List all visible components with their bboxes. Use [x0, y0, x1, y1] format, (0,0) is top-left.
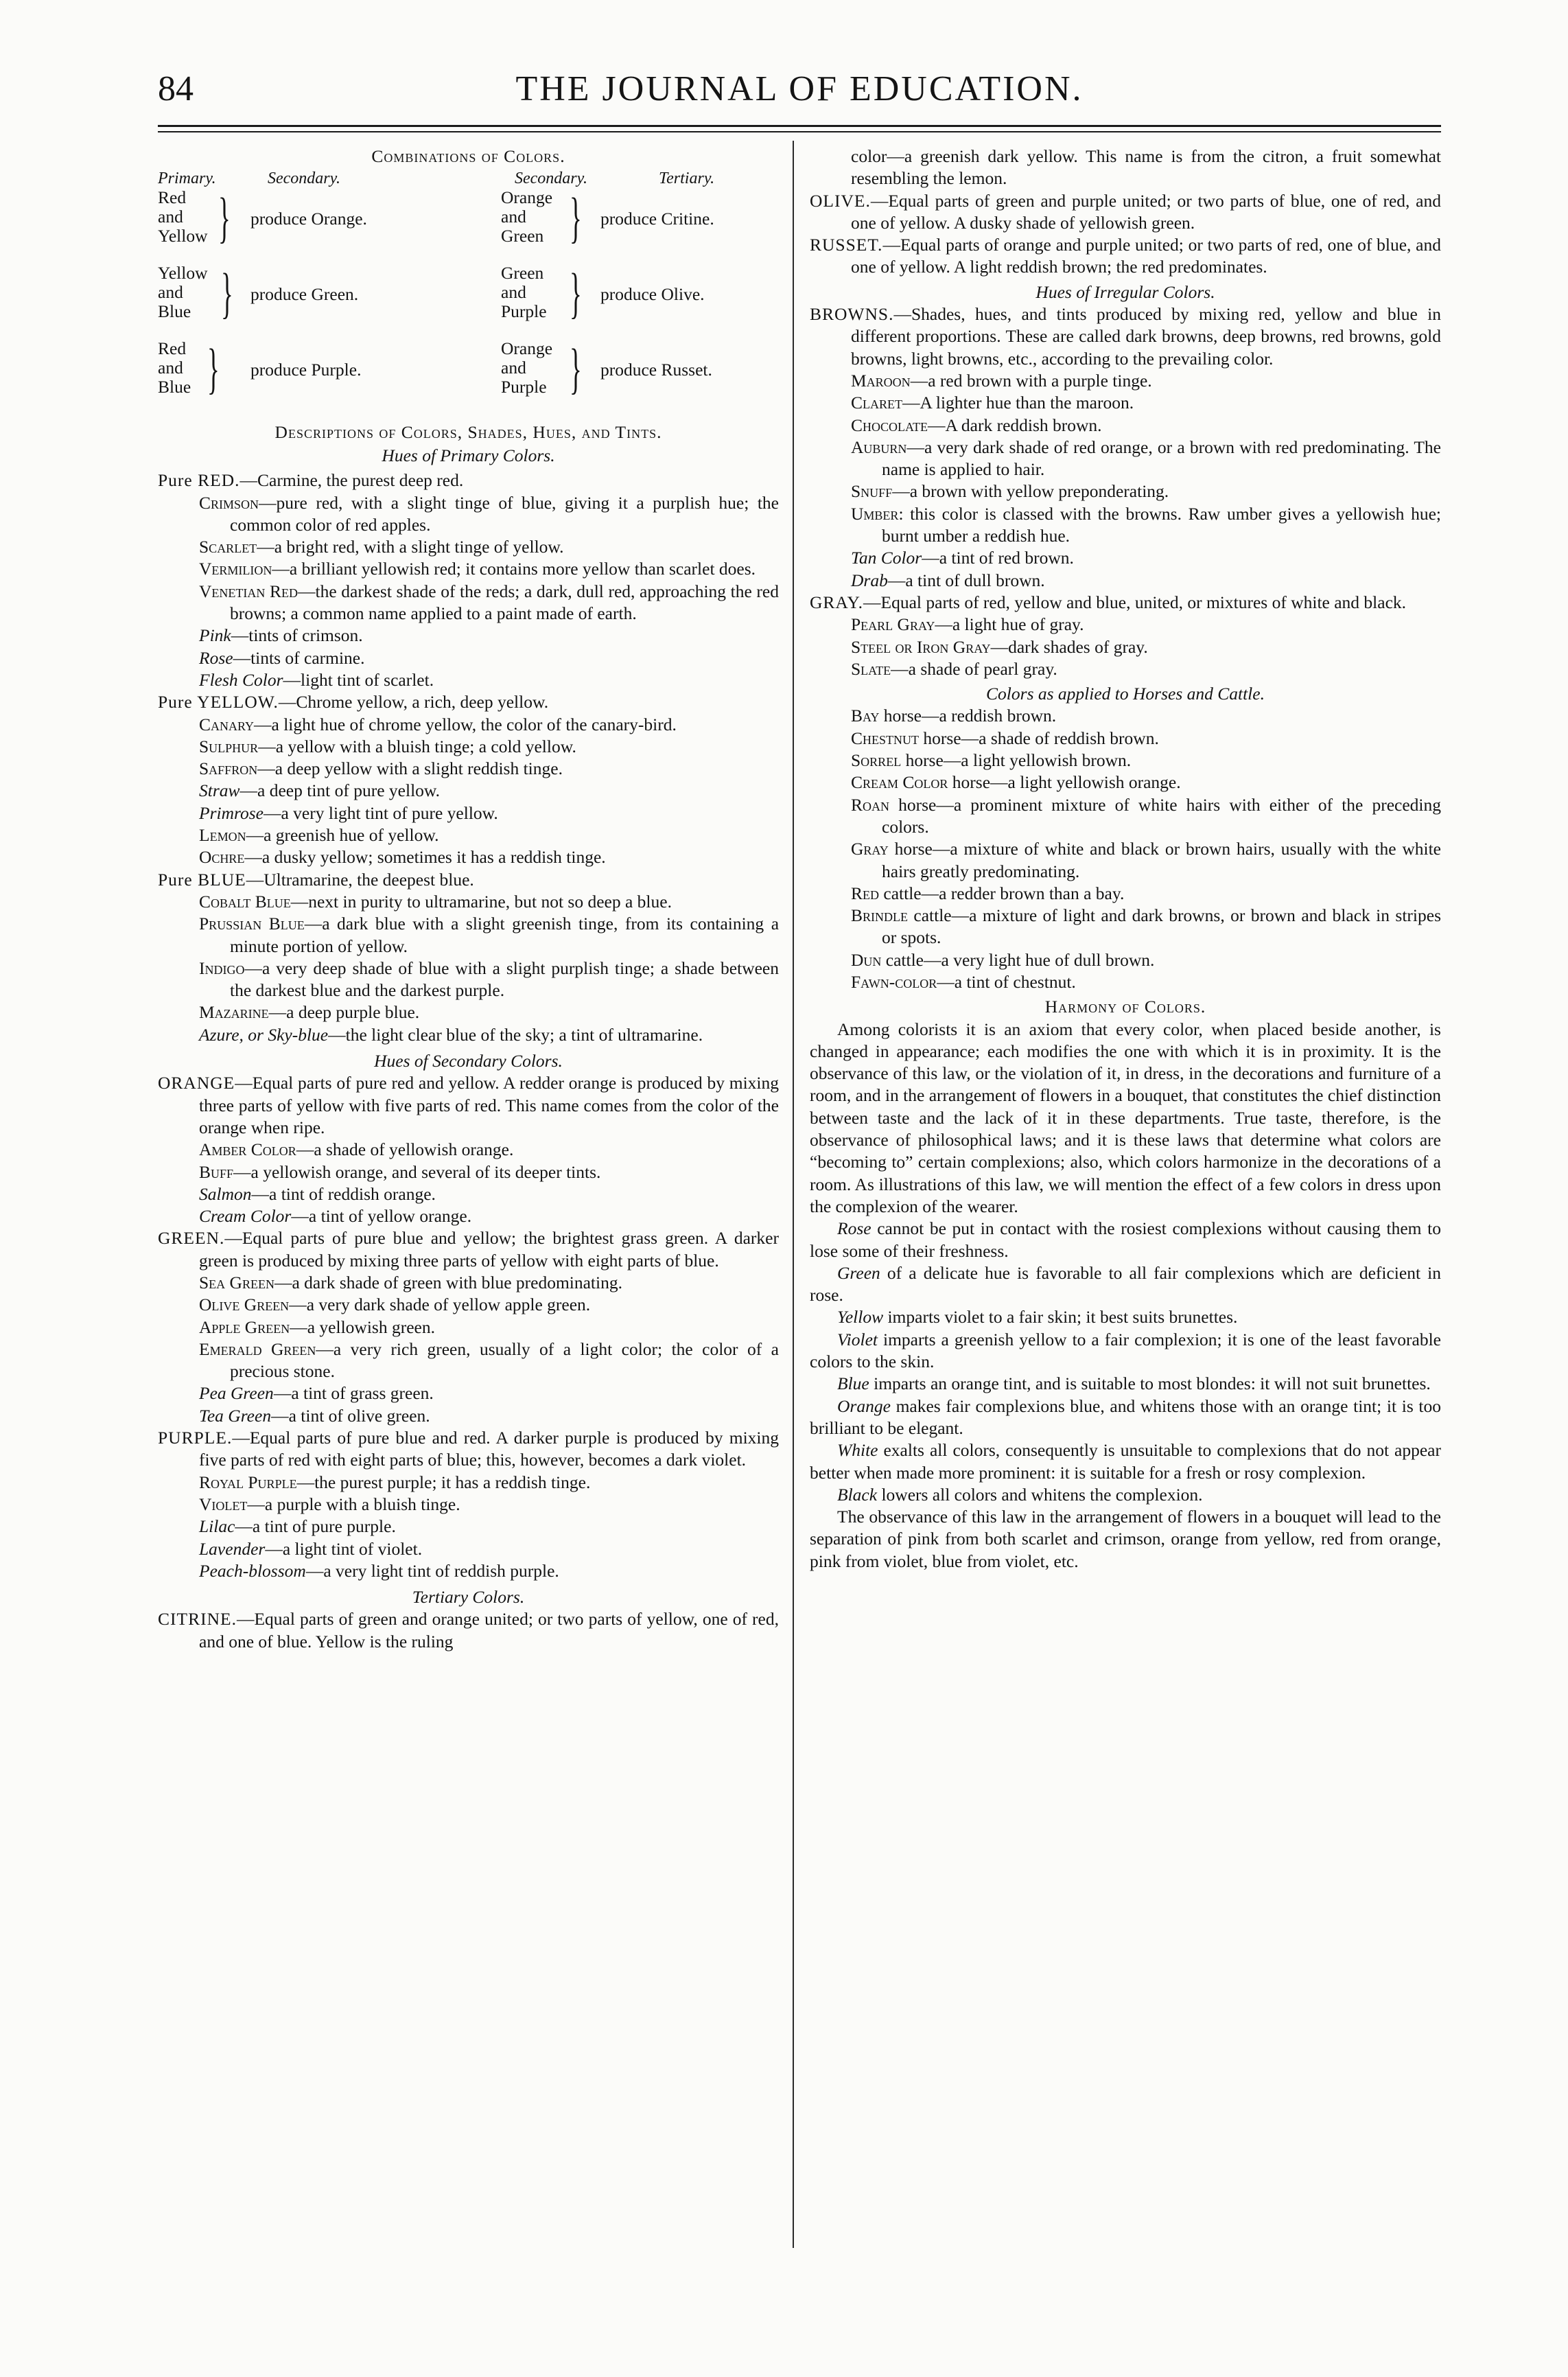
entry-item	[810, 570, 1441, 592]
entry-text: —the darkest shade of the reds; a dark, dull red, approaching the red browns; a common name applied to a paint made of earth.	[230, 581, 779, 624]
entry-list	[158, 1024, 779, 1046]
entry-term: Lilac	[199, 1516, 235, 1537]
entry-text: —Equal parts of green and orange united; or two parts of yellow, one of red, and one of blue. Yellow is the ruling	[199, 1609, 779, 1651]
entry-text: —a dark shade of green with blue predominating.	[274, 1272, 622, 1292]
entry-term: Venetian Red	[199, 581, 299, 601]
entry-item	[158, 1516, 779, 1538]
entry-text: —Carmine, the purest deep red.	[239, 470, 464, 491]
entry-list	[158, 1139, 779, 1183]
entry-text: —a deep tint of pure yellow.	[239, 780, 441, 801]
entry-term: Brindle	[851, 905, 908, 926]
combo-word: and	[501, 358, 526, 378]
journal-title: THE JOURNAL OF EDUCATION.	[515, 69, 1084, 108]
entry-item	[810, 838, 1441, 883]
entry-item	[158, 736, 779, 758]
entry-term: Black	[837, 1484, 878, 1505]
entry-term: Pure YELLOW.	[158, 692, 279, 712]
entry-term: Pearl Gray	[851, 614, 935, 635]
entry-gray	[810, 592, 1441, 614]
entry-text: —the light clear blue of the sky; a tint of ultramarine.	[328, 1024, 703, 1045]
entry-text: —a very light tint of reddish purple.	[305, 1560, 559, 1581]
entry-item	[158, 1382, 779, 1404]
combo-word: Red	[158, 187, 187, 208]
entry-term: RUSSET.	[810, 235, 883, 255]
entry-item	[810, 905, 1441, 949]
entry-term: Scarlet	[199, 537, 257, 557]
entry-item	[158, 758, 779, 780]
entry-text: lowers all colors and whitens the complexion.	[877, 1484, 1203, 1505]
entry-item	[810, 772, 1441, 793]
entry-text: —a tint of dull brown.	[887, 570, 1045, 590]
combo-result: produce Orange.	[250, 209, 367, 229]
combo-word: Green	[501, 226, 544, 246]
entry-term: Tea Green	[199, 1405, 272, 1426]
entry-item	[810, 415, 1441, 437]
entry-text: —a yellowish orange, and several of its deeper tints.	[233, 1161, 601, 1182]
page-number: 84	[158, 69, 194, 108]
entry-term: Violet	[837, 1329, 878, 1349]
entry-list	[810, 614, 1441, 680]
entry-term: Salmon	[199, 1183, 252, 1204]
combo-result: produce Olive.	[600, 284, 705, 305]
brace-icon: }	[207, 337, 220, 400]
entry-text: —a deep yellow with a slight reddish tinge.	[257, 758, 563, 779]
entry-item	[158, 1405, 779, 1427]
entry-item	[158, 913, 779, 958]
entry-text: —a purple with a bluish tinge.	[247, 1494, 460, 1514]
entry-term: Dun	[851, 949, 882, 970]
entry-text: —tints of crimson.	[231, 625, 363, 646]
entry-term: Chocolate	[851, 415, 928, 435]
column-divider	[793, 141, 794, 2248]
combo-result: produce Purple.	[250, 360, 362, 380]
entry-item	[158, 536, 779, 558]
entry-text: —Ultramarine, the deepest blue.	[246, 869, 474, 890]
entry-term: Gray	[851, 839, 889, 859]
entry-list	[158, 625, 779, 691]
entry-term: Mazarine	[199, 1002, 269, 1023]
entry-text: —a tint of olive green.	[271, 1405, 430, 1426]
combo-word: and	[158, 207, 183, 227]
entry-text: horse—a prominent mixture of white hairs with either of the preceding colors.	[882, 794, 1441, 837]
entry-term: Auburn	[851, 437, 907, 457]
entry-text: —a tint of chestnut.	[937, 971, 1076, 992]
entry-text: horse—a light yellowish brown.	[901, 750, 1132, 771]
entry-text: —a tint of grass green.	[273, 1383, 434, 1404]
brace-icon: }	[570, 262, 582, 325]
entry-text: —a light tint of violet.	[265, 1538, 423, 1559]
entry-text: : this color is classed with the browns. Raw umber gives a yellowish hue; burnt umber a reddish hue.	[882, 503, 1441, 546]
entry-text: —a very rich green, usually of a light color; the color of a precious stone.	[230, 1338, 779, 1382]
entry-term: Rose	[837, 1218, 871, 1239]
entry-item	[158, 1272, 779, 1294]
entry-item	[158, 846, 779, 868]
entry-term: Pure BLUE	[158, 869, 246, 890]
entry-item	[810, 883, 1441, 905]
label-tertiary: Tertiary.	[659, 170, 715, 188]
entry-text: —Shades, hues, and tints produced by mixing red, yellow and blue in different proportions. These are called dark browns, deep browns, red browns, gold browns, light browns, etc., according to the prevailing color.	[851, 304, 1441, 369]
entry-item	[810, 1373, 1441, 1395]
harmony-title: Harmony of Colors.	[1044, 997, 1206, 1017]
entry-item	[158, 1560, 779, 1582]
entry-term: Emerald Green	[199, 1338, 316, 1359]
combo-word: and	[501, 207, 526, 227]
entry-citrine	[158, 1608, 779, 1653]
entry-term: Rose	[199, 647, 233, 668]
entry-text: —Equal parts of green and purple united; or two parts of blue, one of red, and one of yellow. A dusky shade of yellowish green.	[851, 190, 1441, 233]
entry-list	[158, 1183, 779, 1228]
entry-blue	[158, 869, 779, 891]
descriptions-title: Descriptions of Colors, Shades, Hues, and Tints.	[274, 422, 662, 443]
entry-red	[158, 469, 779, 491]
entry-text: horse—a light yellowish orange.	[948, 772, 1181, 793]
entry-list	[158, 780, 779, 824]
entry-item	[158, 1538, 779, 1560]
left-column	[158, 146, 779, 1653]
entry-term: Roan	[851, 794, 890, 815]
entry-item	[810, 728, 1441, 750]
entry-yellow	[158, 691, 779, 713]
entry-term: Cream Color	[199, 1206, 292, 1227]
entry-text: —a dusky yellow; sometimes it has a reddish tinge.	[244, 847, 606, 868]
entry-term: Chestnut	[851, 728, 920, 748]
entry-text: —a red brown with a purple tinge.	[910, 370, 1152, 391]
entry-term: Drab	[851, 570, 888, 590]
entry-item	[158, 492, 779, 537]
entry-text: —Equal parts of orange and purple united; or two parts of red, one of blue, and one of yellow. A light reddish brown; the red predominates.	[851, 235, 1441, 277]
entry-item	[810, 1218, 1441, 1262]
entry-term: GREEN.	[158, 1228, 225, 1249]
entry-item	[158, 824, 779, 846]
entry-item	[810, 1262, 1441, 1307]
entry-term: Crimson	[199, 492, 259, 513]
entry-text: horse—a mixture of white and black or brown hairs, usually with the white hairs greatly predominating.	[882, 839, 1441, 881]
entry-text: cattle—a redder brown than a bay.	[879, 883, 1125, 903]
entry-text: —a tint of reddish orange.	[251, 1183, 436, 1204]
combo-word: Purple	[501, 377, 547, 397]
entry-text: —Equal parts of pure blue and yellow; the brightest grass green. A darker green is produced by mixing three parts of yellow with eight parts of blue.	[199, 1228, 779, 1271]
entry-term: Vermilion	[199, 559, 272, 579]
entry-text: —a brilliant yellowish red; it contains more yellow than scarlet does.	[272, 559, 756, 579]
entry-item	[158, 1294, 779, 1316]
right-column	[810, 146, 1441, 1573]
entry-item	[158, 1024, 779, 1046]
entry-term: Cream Color	[851, 772, 948, 793]
entry-term: PURPLE.	[158, 1428, 233, 1448]
entry-text: —Chrome yellow, a rich, deep yellow.	[278, 692, 549, 712]
entry-text: exalts all colors, consequently is unsuitable to complexions that do not appear better when made more prominent: it is suitable for a fresh or rosy complexion.	[810, 1440, 1441, 1483]
running-head	[158, 69, 1441, 124]
entry-term: Sea Green	[199, 1272, 274, 1292]
combinations-title: Combinations of Colors.	[371, 146, 565, 166]
entry-item	[158, 1317, 779, 1338]
entry-text: —a shade of pearl gray.	[891, 658, 1057, 679]
entry-item	[810, 503, 1441, 548]
subheading-tertiary: Tertiary Colors.	[412, 1587, 525, 1608]
entry-item	[810, 949, 1441, 971]
entry-text: imparts violet to a fair skin; it best suits brunettes.	[883, 1307, 1238, 1327]
entry-list	[158, 891, 779, 1024]
entry-item	[158, 1001, 779, 1023]
entry-text: —a very deep shade of blue with a slight purplish tinge; a shade between the darkest blue and the darkest purple.	[230, 958, 779, 1001]
entry-list	[810, 705, 1441, 993]
subheading-irregular: Hues of Irregular Colors.	[1035, 281, 1215, 302]
entry-text: —the purest purple; it has a reddish tinge.	[296, 1472, 591, 1492]
entry-term: Sulphur	[199, 736, 259, 756]
entry-item	[810, 1329, 1441, 1373]
combo-word: Orange	[501, 338, 553, 359]
entry-text: —a tint of yellow orange.	[291, 1206, 472, 1227]
entry-term: Green	[837, 1262, 880, 1283]
entry-text: horse—a reddish brown.	[879, 706, 1057, 726]
entry-item	[158, 1183, 779, 1205]
entry-item	[158, 1472, 779, 1494]
brace-icon: }	[221, 262, 233, 325]
entry-term: Pea Green	[199, 1383, 274, 1404]
entry-item	[158, 958, 779, 1002]
entry-item	[810, 705, 1441, 727]
entry-text: —pure red, with a slight tinge of blue, giving it a purplish hue; the common color of red apples.	[230, 492, 779, 535]
entry-text: —a tint of pure purple.	[235, 1516, 396, 1537]
entry-list	[158, 1472, 779, 1516]
entry-term: Flesh Color	[199, 669, 283, 690]
entry-term: Pink	[199, 625, 231, 646]
entry-text: —light tint of scarlet.	[283, 669, 434, 690]
entry-term: Apple Green	[199, 1317, 290, 1337]
combinations-table	[158, 167, 779, 469]
entry-list	[158, 824, 779, 869]
combo-word: Purple	[501, 301, 547, 322]
entry-text: imparts a greenish yellow to a fair complexion; it is one of the least favorable colors to the skin.	[810, 1329, 1441, 1372]
entry-item	[810, 658, 1441, 680]
entry-item	[158, 625, 779, 647]
entry-item	[810, 636, 1441, 658]
label-primary: Primary.	[158, 170, 216, 188]
entry-item	[810, 750, 1441, 772]
entry-text: —A dark reddish brown.	[928, 415, 1102, 435]
entry-term: Orange	[837, 1395, 891, 1416]
subheading-horses: Colors as applied to Horses and Cattle.	[986, 684, 1265, 704]
combo-result: produce Russet.	[600, 360, 712, 380]
entry-text: —Equal parts of pure blue and red. A darker purple is produced by mixing five parts of red with eight parts of blue; this, however, becomes a dark violet.	[199, 1428, 779, 1470]
entry-text: —a light hue of chrome yellow, the color of the canary-bird.	[254, 714, 677, 734]
entry-item	[158, 1139, 779, 1161]
entry-text: —a shade of yellowish orange.	[296, 1139, 514, 1160]
entry-item	[158, 714, 779, 736]
harmony-paragraph: Among colorists it is an axiom that every color, when placed beside another, is changed in appearance; each modifies the one with which it is in proximity. It is the observance of this law, or the violation of it, in dress, in the decorations and furniture of a room, and in the arrangement of flowers in a bouquet, that constitutes the chief distinction between taste and the lack of it in these departments. True taste, therefore, is the observance of philosophical laws; and it is these laws that determine what colors are “becoming to” certain complexions; also, which colors harmonize in the decorations of a room. As illustrations of this law, we will mention the effect of a few colors in dress upon the complexion of the wearer.	[810, 1019, 1441, 1216]
entry-text: cattle—a mixture of light and dark browns, or brown and black in stripes or spots.	[882, 905, 1441, 948]
entry-item	[810, 1395, 1441, 1440]
entry-term: ORANGE	[158, 1073, 235, 1093]
combo-word: Green	[501, 263, 544, 283]
entry-list	[810, 547, 1441, 592]
entry-term: Royal Purple	[199, 1472, 297, 1492]
entry-term: Amber Color	[199, 1139, 296, 1160]
entry-term: White	[837, 1440, 878, 1461]
entry-term: Canary	[199, 714, 255, 734]
entry-term: Pure RED.	[158, 470, 240, 491]
entry-item	[810, 1306, 1441, 1328]
entry-list	[810, 1218, 1441, 1506]
entry-term: Blue	[837, 1373, 869, 1394]
combo-word: Red	[158, 338, 187, 359]
combo-result: produce Critine.	[600, 209, 714, 229]
entry-term: OLIVE.	[810, 190, 871, 211]
entry-term: Tan Color	[851, 548, 922, 568]
combo-word: and	[158, 282, 183, 303]
entry-text: —a very dark shade of yellow apple green.	[289, 1295, 591, 1315]
entry-item	[810, 370, 1441, 392]
entry-term: Sorrel	[851, 750, 902, 771]
entry-text: —dark shades of gray.	[990, 636, 1148, 657]
entry-item	[158, 669, 779, 691]
label-secondary: Secondary.	[268, 170, 340, 188]
entry-text: —next in purity to ultramarine, but not so deep a blue.	[290, 891, 672, 912]
subheading-secondary: Hues of Secondary Colors.	[374, 1051, 563, 1071]
harmony-closing: The observance of this law in the arrangement of flowers in a bouquet will lead to the separation of pink from both scarlet and crimson, orange from yellow, red from orange, pink from violet, blue from violet, etc.	[810, 1507, 1441, 1571]
entry-text: horse—a shade of reddish brown.	[919, 728, 1159, 748]
subheading-primary: Hues of Primary Colors.	[382, 445, 555, 466]
brace-icon: }	[570, 186, 582, 249]
entry-text: —a tint of red brown.	[922, 548, 1074, 568]
entry-term: Steel or Iron Gray	[851, 636, 991, 657]
entry-term: BROWNS.	[810, 304, 894, 325]
entry-item	[158, 1494, 779, 1516]
entry-item	[158, 1205, 779, 1227]
entry-term: Bay	[851, 706, 880, 726]
combo-word: Blue	[158, 301, 191, 322]
combo-word: Yellow	[158, 226, 208, 246]
entry-list	[158, 1382, 779, 1427]
entry-item	[810, 480, 1441, 502]
entry-item	[158, 558, 779, 580]
entry-text: —a light hue of gray.	[935, 614, 1084, 635]
entry-orange	[158, 1072, 779, 1139]
entry-text: —Equal parts of pure red and yellow. A redder orange is produced by mixing three parts of yellow with five parts of red. This name comes from the color of the orange when ripe.	[199, 1073, 779, 1137]
entry-text: —a yellow with a bluish tinge; a cold yellow.	[258, 736, 576, 756]
entry-item	[810, 614, 1441, 636]
entry-text: makes fair complexions blue, and whitens those with an orange tint; it is too brilliant to be elegant.	[810, 1395, 1441, 1438]
entry-text: of a delicate hue is favorable to all fair complexions which are deficient in rose.	[810, 1262, 1441, 1306]
entry-term: Azure, or Sky-blue	[199, 1024, 329, 1045]
entry-term: Slate	[851, 658, 891, 679]
entry-term: Red	[851, 883, 880, 903]
entry-russet	[810, 234, 1441, 279]
brace-icon: }	[570, 337, 582, 400]
entry-item	[810, 971, 1441, 993]
entry-item	[810, 392, 1441, 414]
entry-item	[810, 794, 1441, 839]
entry-text: —A lighter hue than the maroon.	[902, 393, 1134, 413]
entry-text: —a deep purple blue.	[268, 1002, 420, 1023]
entry-term: CITRINE.	[158, 1609, 237, 1630]
entry-item	[158, 1338, 779, 1383]
entry-list	[158, 1516, 779, 1582]
header-rule-thin	[158, 131, 1441, 132]
entry-term: Buff	[199, 1161, 234, 1182]
entry-term: Peach-blossom	[199, 1560, 306, 1581]
combo-word: Orange	[501, 187, 553, 208]
entry-text: —a brown with yellow preponderating.	[892, 481, 1169, 502]
entry-term: Primrose	[199, 802, 264, 823]
entry-item	[810, 1439, 1441, 1484]
combo-word: Blue	[158, 377, 191, 397]
entry-olive	[810, 190, 1441, 235]
entry-item	[810, 547, 1441, 569]
entry-list	[158, 1272, 779, 1382]
entry-text: —a very dark shade of red orange, or a brown with red predominating. The name is applied to hair.	[882, 437, 1441, 480]
entry-text: —a bright red, with a slight tinge of yellow.	[257, 537, 564, 557]
label-secondary-2: Secondary.	[515, 170, 587, 188]
entry-text: —tints of carmine.	[233, 647, 365, 668]
entry-text: —a greenish hue of yellow.	[246, 825, 439, 846]
entry-term: GRAY.	[810, 592, 864, 612]
entry-text: —a dark blue with a slight greenish tinge, from its containing a minute portion of yellow.	[230, 914, 780, 956]
combo-word: Yellow	[158, 263, 208, 283]
entry-term: Indigo	[199, 958, 245, 978]
entry-item	[810, 1484, 1441, 1506]
entry-text: imparts an orange tint, and is suitable to most blondes: it will not suit brunettes.	[869, 1373, 1431, 1394]
entry-term: Claret	[851, 393, 902, 413]
citrine-continued: color—a greenish dark yellow. This name is from the citron, a fruit somewhat resembling the lemon.	[851, 146, 1441, 189]
combo-word: and	[501, 282, 526, 303]
entry-text: —a very light tint of pure yellow.	[263, 802, 498, 823]
entry-term: Yellow	[837, 1307, 884, 1327]
entry-term: Saffron	[199, 758, 258, 779]
entry-purple	[158, 1427, 779, 1472]
entry-item	[158, 1161, 779, 1183]
entry-term: Ochre	[199, 847, 245, 868]
entry-text: cattle—a very light hue of dull brown.	[881, 949, 1155, 970]
entry-green	[158, 1227, 779, 1272]
entry-term: Cobalt Blue	[199, 891, 291, 912]
entry-term: Maroon	[851, 370, 911, 391]
entry-term: Straw	[199, 780, 240, 801]
entry-term: Olive Green	[199, 1295, 290, 1315]
entry-term: Snuff	[851, 481, 893, 502]
brace-icon: }	[218, 186, 231, 249]
entry-item	[158, 581, 779, 625]
entry-term: Lavender	[199, 1538, 266, 1559]
entry-text: cannot be put in contact with the rosiest complexions without causing them to lose some of their freshness.	[810, 1218, 1441, 1261]
entry-term: Fawn-color	[851, 971, 937, 992]
entry-term: Umber	[851, 503, 899, 524]
entry-term: Violet	[199, 1494, 248, 1514]
header-rule	[158, 125, 1441, 127]
entry-list	[158, 714, 779, 780]
entry-item	[158, 647, 779, 669]
combo-result: produce Green.	[250, 284, 359, 305]
combo-word: and	[158, 358, 183, 378]
entry-term: Prussian Blue	[199, 914, 305, 934]
entry-item	[810, 437, 1441, 481]
entry-list	[158, 492, 779, 625]
entry-item	[158, 891, 779, 913]
entry-list	[810, 370, 1441, 547]
entry-text: —a yellowish green.	[290, 1317, 435, 1337]
entry-text: —Equal parts of red, yellow and blue, united, or mixtures of white and black.	[863, 592, 1407, 612]
entry-item	[158, 780, 779, 802]
entry-item	[158, 802, 779, 824]
entry-term: Lemon	[199, 825, 246, 846]
entry-browns	[810, 303, 1441, 370]
